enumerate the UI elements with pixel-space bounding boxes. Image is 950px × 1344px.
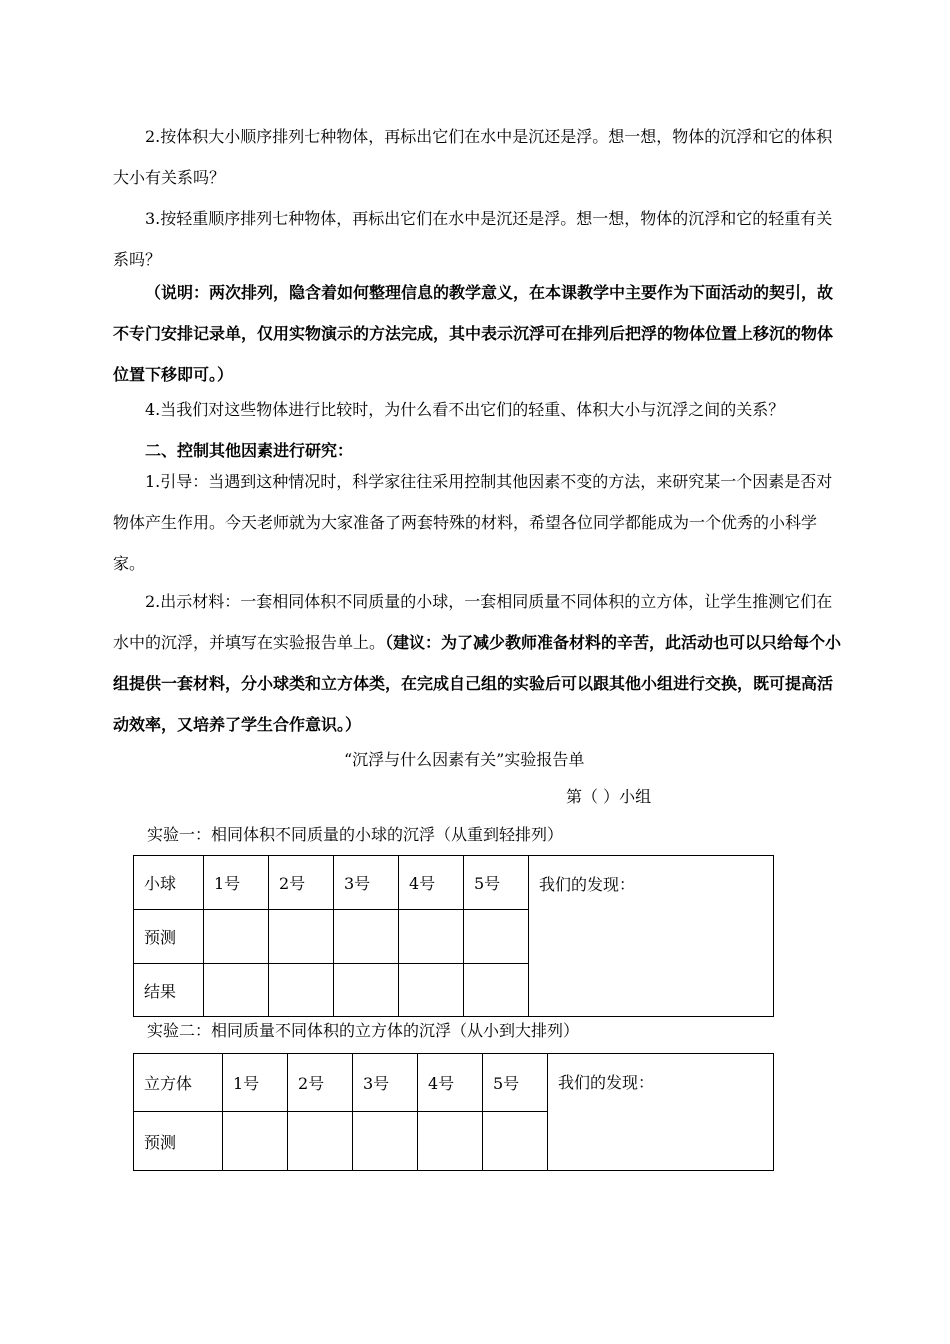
exp2-header-cell: 3号 <box>353 1054 418 1112</box>
report-title: “沉浮与什么因素有关”实验报告单 <box>344 750 585 769</box>
s2-normal-text: 2.出示材料：一套相同体积不同质量的小球，一套相同质量不同体积的立方体，让学生推测它们在水中的沉浮，并填写在实验报告单上。 <box>113 592 833 652</box>
exp2-input-cell[interactable] <box>353 1112 418 1171</box>
paragraph-2: 2.按体积大小顺序排列七种物体，再标出它们在水中是沉还是浮。想一想，物体的沉浮和它的体积大小有关系吗？ <box>113 127 833 187</box>
exp2-header-cell: 5号 <box>483 1054 548 1112</box>
exp1-input-cell[interactable] <box>204 964 269 1017</box>
exp2-header-cell: 立方体 <box>134 1054 223 1112</box>
exp1-finding-cell[interactable]: 我们的发现： <box>529 856 774 1017</box>
exp1-header-cell: 5号 <box>464 856 529 910</box>
section-heading: 二、控制其他因素进行研究： <box>145 441 354 460</box>
paragraph-s2 <box>113 581 843 745</box>
exp1-header-cell: 小球 <box>134 856 204 910</box>
exp1-header-cell: 1号 <box>204 856 269 910</box>
exp1-input-cell[interactable] <box>399 964 464 1017</box>
exp1-input-cell[interactable] <box>464 910 529 964</box>
exp1-input-cell[interactable] <box>334 910 399 964</box>
exp1-table <box>133 855 774 1017</box>
exp2-table <box>133 1053 774 1171</box>
paragraph-s1: 1.引导：当遇到这种情况时，科学家往往采用控制其他因素不变的方法，来研究某一个因素是否对物体产生作用。今天老师就为大家准备了两套特殊的材料，希望各位同学都能成为一个优秀的小科学家。 <box>113 472 833 573</box>
exp1-header-cell: 4号 <box>399 856 464 910</box>
exp2-input-cell[interactable] <box>483 1112 548 1171</box>
exp2-caption: 实验二：相同质量不同体积的立方体的沉浮（从小到大排列） <box>147 1021 580 1040</box>
exp1-input-cell[interactable] <box>464 964 529 1017</box>
exp1-input-cell[interactable] <box>269 910 334 964</box>
group-label: 第（ ）小组 <box>566 787 652 806</box>
exp2-input-cell[interactable] <box>223 1112 288 1171</box>
exp2-input-cell[interactable] <box>288 1112 353 1171</box>
exp1-row-label: 预测 <box>134 910 204 964</box>
exp2-row-label: 预测 <box>134 1112 223 1171</box>
exp1-header-cell: 3号 <box>334 856 399 910</box>
exp1-row-label: 结果 <box>134 964 204 1017</box>
paragraph-4: 4.当我们对这些物体进行比较时，为什么看不出它们的轻重、体积大小与沉浮之间的关系？ <box>145 400 785 419</box>
exp1-input-cell[interactable] <box>204 910 269 964</box>
note-paragraph: （说明：两次排列，隐含着如何整理信息的教学意义，在本课教学中主要作为下面活动的契引，故不专门安排记录单，仅用实物演示的方法完成，其中表示沉浮可在排列后把浮的物体位置上移沉的物体位置下移即可。） <box>113 283 834 384</box>
exp2-header-cell: 2号 <box>288 1054 353 1112</box>
exp1-input-cell[interactable] <box>334 964 399 1017</box>
exp1-input-cell[interactable] <box>269 964 334 1017</box>
exp1-caption: 实验一：相同体积不同质量的小球的沉浮（从重到轻排列） <box>147 825 564 844</box>
exp1-input-cell[interactable] <box>399 910 464 964</box>
exp2-finding-cell[interactable]: 我们的发现： <box>548 1054 774 1171</box>
exp2-input-cell[interactable] <box>418 1112 483 1171</box>
exp1-header-cell: 2号 <box>269 856 334 910</box>
exp2-header-cell: 1号 <box>223 1054 288 1112</box>
paragraph-3: 3.按轻重顺序排列七种物体，再标出它们在水中是沉还是浮。想一想，物体的沉浮和它的轻重有关系吗？ <box>113 209 833 269</box>
s2-suggestion-text: （建议：为了减少教师准备材料的辛苦，此活动也可以只给每个小组提供一套材料，分小球类和立方体类，在完成自己组的实验后可以跟其他小组进行交换，既可提高活动效率，又培养了学生合作意识。） <box>113 633 842 734</box>
exp2-header-cell: 4号 <box>418 1054 483 1112</box>
